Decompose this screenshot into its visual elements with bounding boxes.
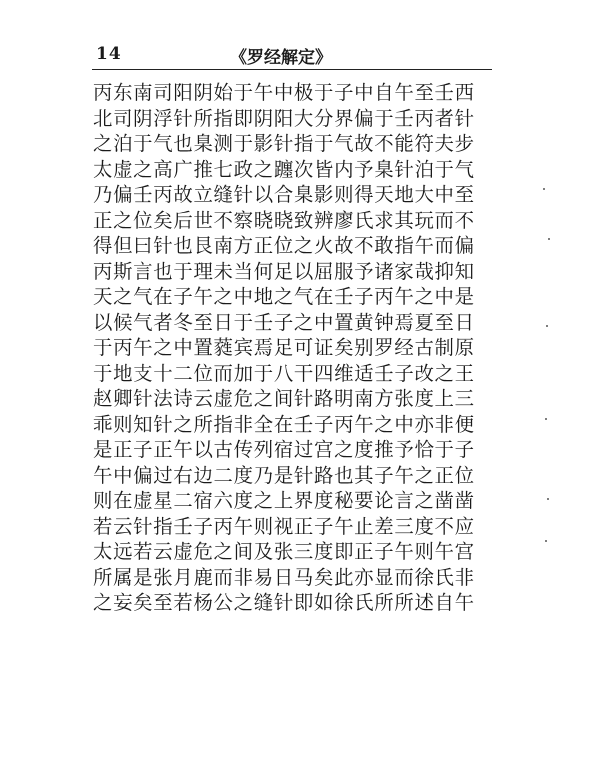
text-line: 若云针指壬子丙午则视正子午止差三度不应 [93, 514, 475, 538]
body-text [93, 80, 503, 616]
text-line: 于丙午之中置蕤宾焉足可证矣别罗经古制原 [93, 336, 475, 359]
text-line: 于地支十二位而加于八干四维适壬子改之王 [93, 361, 475, 385]
text-line: 丙斯言也于理未当何足以屈服予诸家哉抑知 [93, 259, 475, 283]
text-line: 之妄矣至若杨公之缝针即如徐氏所所述自午 [93, 591, 475, 614]
header-rule [92, 69, 492, 70]
text-line: 得但曰针也艮南方正位之火故不敢指午而偏 [93, 234, 475, 257]
scan-speck [546, 325, 548, 327]
running-title: 《罗经解定》 [230, 48, 332, 68]
scan-speck [545, 418, 547, 420]
scan-speck [545, 540, 547, 542]
text-line: 是正子正午以古传列宿过宫之度推予恰于子 [93, 438, 475, 461]
text-line: 正之位矣后世不察晓晓致辨廖氏求其玩而不 [93, 208, 475, 232]
scan-speck [548, 238, 550, 240]
text-line: 所属是张月鹿而非易日马矣此亦显而徐氏非 [93, 565, 475, 589]
scan-speck [547, 498, 549, 500]
text-line: 以候气者冬至日于壬子之中置黄钟焉夏至日 [93, 310, 475, 334]
text-line: 赵卿针法诗云虚危之间针路明南方张度上三 [93, 387, 475, 410]
text-line: 太远若云虚危之间及张三度即正子午则午宫 [93, 540, 475, 563]
page-number: 14 [96, 44, 122, 64]
text-line: 丙东南司阳阴始于午中极于子中自午至壬西 [93, 81, 475, 104]
text-line: 午中偏过右边二度乃是针路也其子午之正位 [93, 463, 475, 487]
text-line: 乃偏壬丙故立缝针以合臬影则得天地大中至 [93, 183, 475, 206]
text-line: 则在虚星二宿六度之上界度秘要论言之凿凿 [93, 489, 475, 512]
scan-speck [543, 188, 545, 190]
text-line: 乖则知针之所指非全在壬子丙午之中亦非便 [93, 412, 475, 436]
text-line: 太虚之高广推七政之躔次皆内予臬针泊于气 [93, 157, 475, 181]
text-line: 之泊于气也臬测于影针指于气故不能符夫步 [93, 132, 475, 155]
text-line: 北司阴浮针所指即阴阳大分界偏于壬丙者针 [93, 106, 475, 130]
text-line: 天之气在子午之中地之气在壬子丙午之中是 [93, 285, 475, 308]
